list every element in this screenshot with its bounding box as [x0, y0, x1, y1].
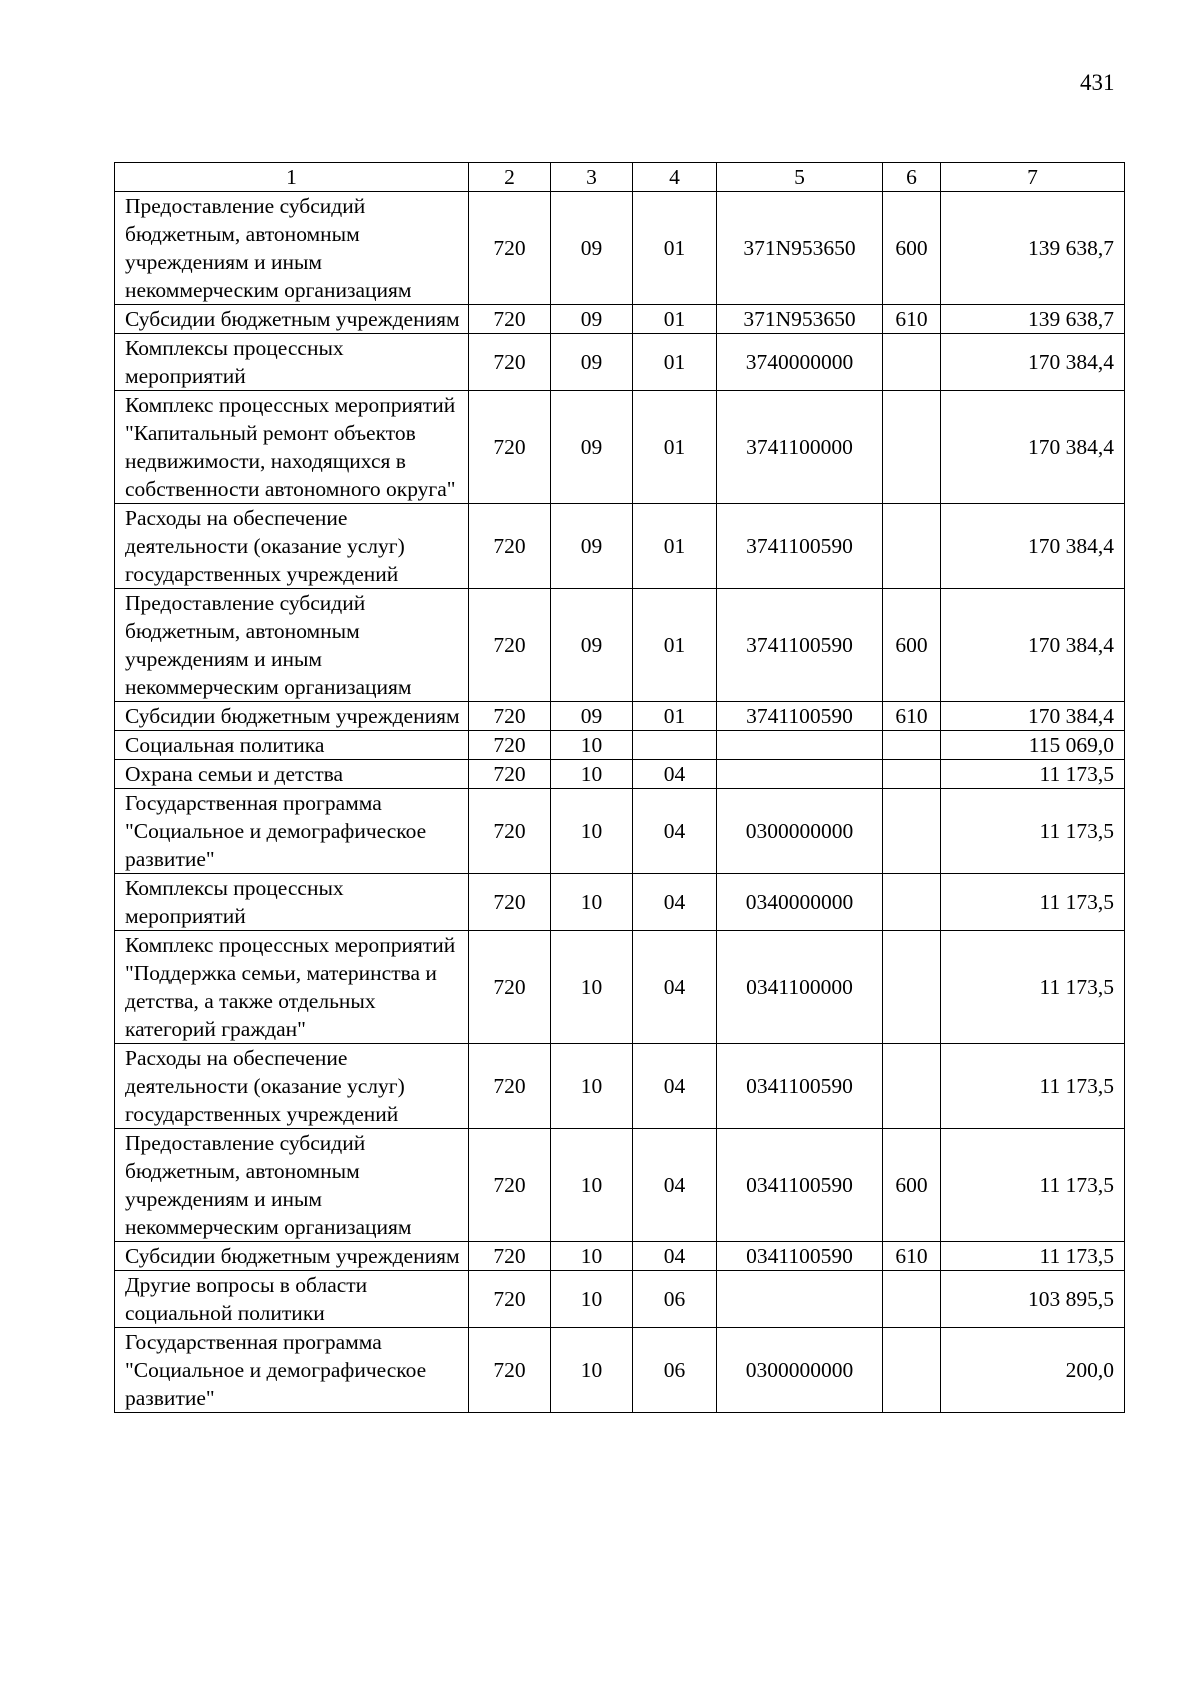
cell-subsection: 04 [633, 1242, 717, 1271]
cell-name: Другие вопросы в области социальной политики [115, 1271, 469, 1328]
cell-subsection: 04 [633, 760, 717, 789]
table-body [115, 192, 1125, 1413]
cell-name: Государственная программа "Социальное и демографическое развитие" [115, 789, 469, 874]
cell-expense-type [883, 789, 941, 874]
cell-amount: 11 173,5 [941, 1044, 1125, 1129]
cell-section: 09 [551, 334, 633, 391]
cell-section: 10 [551, 1129, 633, 1242]
cell-amount: 170 384,4 [941, 702, 1125, 731]
cell-ministry-code: 720 [469, 391, 551, 504]
cell-subsection: 06 [633, 1328, 717, 1413]
cell-expense-type: 610 [883, 702, 941, 731]
cell-expense-type [883, 931, 941, 1044]
table-row [115, 1044, 1125, 1129]
cell-name: Предоставление субсидий бюджетным, автономным учреждениям и иным некоммерческим организациям [115, 192, 469, 305]
cell-subsection: 01 [633, 391, 717, 504]
cell-amount: 170 384,4 [941, 334, 1125, 391]
cell-ministry-code: 720 [469, 1129, 551, 1242]
cell-amount: 139 638,7 [941, 192, 1125, 305]
column-header: 1 [115, 163, 469, 192]
cell-subsection: 01 [633, 334, 717, 391]
cell-name: Комплекс процессных мероприятий "Капитальный ремонт объектов недвижимости, находящихся в собственности автономного округа" [115, 391, 469, 504]
cell-subsection: 04 [633, 931, 717, 1044]
cell-expense-type [883, 1271, 941, 1328]
cell-section: 10 [551, 1044, 633, 1129]
cell-amount: 170 384,4 [941, 589, 1125, 702]
cell-subsection: 01 [633, 589, 717, 702]
table-row [115, 702, 1125, 731]
column-header: 6 [883, 163, 941, 192]
cell-ministry-code: 720 [469, 1044, 551, 1129]
cell-name: Расходы на обеспечение деятельности (оказание услуг) государственных учреждений [115, 504, 469, 589]
cell-subsection: 01 [633, 192, 717, 305]
table-row [115, 504, 1125, 589]
table-row [115, 931, 1125, 1044]
cell-amount: 11 173,5 [941, 1242, 1125, 1271]
table-row [115, 874, 1125, 931]
table-row [115, 391, 1125, 504]
cell-amount: 200,0 [941, 1328, 1125, 1413]
cell-ministry-code: 720 [469, 931, 551, 1044]
table-row [115, 192, 1125, 305]
header-row [115, 163, 1125, 192]
cell-target-article: 3741100590 [717, 589, 883, 702]
table-row [115, 589, 1125, 702]
cell-name: Субсидии бюджетным учреждениям [115, 1242, 469, 1271]
cell-amount: 11 173,5 [941, 760, 1125, 789]
column-header: 4 [633, 163, 717, 192]
cell-ministry-code: 720 [469, 305, 551, 334]
table-row [115, 1242, 1125, 1271]
cell-target-article [717, 760, 883, 789]
cell-amount: 11 173,5 [941, 1129, 1125, 1242]
cell-target-article: 3741100590 [717, 702, 883, 731]
cell-section: 10 [551, 1271, 633, 1328]
cell-expense-type [883, 760, 941, 789]
cell-name: Социальная политика [115, 731, 469, 760]
cell-target-article: 3740000000 [717, 334, 883, 391]
cell-expense-type: 600 [883, 1129, 941, 1242]
cell-name: Предоставление субсидий бюджетным, автономным учреждениям и иным некоммерческим организациям [115, 1129, 469, 1242]
cell-subsection: 01 [633, 702, 717, 731]
cell-section: 10 [551, 1242, 633, 1271]
cell-target-article: 0341100000 [717, 931, 883, 1044]
cell-ministry-code: 720 [469, 874, 551, 931]
cell-name: Субсидии бюджетным учреждениям [115, 305, 469, 334]
cell-name: Охрана семьи и детства [115, 760, 469, 789]
table-row [115, 789, 1125, 874]
cell-name: Комплексы процессных мероприятий [115, 874, 469, 931]
cell-section: 09 [551, 391, 633, 504]
cell-target-article: 0341100590 [717, 1044, 883, 1129]
cell-ministry-code: 720 [469, 504, 551, 589]
table-row [115, 1129, 1125, 1242]
cell-expense-type: 600 [883, 589, 941, 702]
table-row [115, 305, 1125, 334]
cell-amount: 11 173,5 [941, 789, 1125, 874]
column-header: 7 [941, 163, 1125, 192]
cell-name: Комплексы процессных мероприятий [115, 334, 469, 391]
cell-subsection: 01 [633, 504, 717, 589]
cell-section: 10 [551, 731, 633, 760]
cell-expense-type [883, 391, 941, 504]
cell-section: 10 [551, 874, 633, 931]
cell-amount: 11 173,5 [941, 874, 1125, 931]
cell-target-article [717, 731, 883, 760]
cell-target-article: 0340000000 [717, 874, 883, 931]
column-header: 2 [469, 163, 551, 192]
cell-subsection: 04 [633, 1129, 717, 1242]
cell-target-article: 0300000000 [717, 789, 883, 874]
cell-expense-type [883, 874, 941, 931]
column-header: 5 [717, 163, 883, 192]
cell-subsection: 04 [633, 874, 717, 931]
cell-expense-type [883, 731, 941, 760]
cell-amount: 170 384,4 [941, 391, 1125, 504]
cell-section: 10 [551, 931, 633, 1044]
cell-target-article: 371N953650 [717, 305, 883, 334]
cell-subsection: 04 [633, 1044, 717, 1129]
cell-amount: 139 638,7 [941, 305, 1125, 334]
cell-section: 09 [551, 702, 633, 731]
cell-target-article: 0300000000 [717, 1328, 883, 1413]
cell-expense-type: 610 [883, 305, 941, 334]
table-row [115, 731, 1125, 760]
cell-target-article [717, 1271, 883, 1328]
column-header: 3 [551, 163, 633, 192]
cell-ministry-code: 720 [469, 702, 551, 731]
cell-target-article: 3741100000 [717, 391, 883, 504]
cell-expense-type [883, 1044, 941, 1129]
cell-target-article: 0341100590 [717, 1242, 883, 1271]
cell-section: 10 [551, 1328, 633, 1413]
cell-subsection [633, 731, 717, 760]
cell-target-article: 0341100590 [717, 1129, 883, 1242]
cell-ministry-code: 720 [469, 789, 551, 874]
cell-name: Расходы на обеспечение деятельности (оказание услуг) государственных учреждений [115, 1044, 469, 1129]
cell-name: Предоставление субсидий бюджетным, автономным учреждениям и иным некоммерческим организациям [115, 589, 469, 702]
table-row [115, 1328, 1125, 1413]
cell-target-article: 3741100590 [717, 504, 883, 589]
cell-target-article: 371N953650 [717, 192, 883, 305]
cell-subsection: 06 [633, 1271, 717, 1328]
cell-expense-type [883, 504, 941, 589]
cell-amount: 11 173,5 [941, 931, 1125, 1044]
cell-section: 09 [551, 504, 633, 589]
cell-section: 09 [551, 192, 633, 305]
table-row [115, 1271, 1125, 1328]
cell-expense-type: 600 [883, 192, 941, 305]
cell-name: Государственная программа "Социальное и демографическое развитие" [115, 1328, 469, 1413]
cell-section: 10 [551, 760, 633, 789]
table-row [115, 334, 1125, 391]
cell-ministry-code: 720 [469, 1242, 551, 1271]
cell-name: Субсидии бюджетным учреждениям [115, 702, 469, 731]
cell-section: 10 [551, 789, 633, 874]
cell-ministry-code: 720 [469, 334, 551, 391]
cell-subsection: 04 [633, 789, 717, 874]
cell-subsection: 01 [633, 305, 717, 334]
cell-name: Комплекс процессных мероприятий "Поддержка семьи, материнства и детства, а также отдельных категорий граждан" [115, 931, 469, 1044]
budget-table [114, 162, 1125, 1413]
cell-ministry-code: 720 [469, 1271, 551, 1328]
cell-expense-type: 610 [883, 1242, 941, 1271]
cell-ministry-code: 720 [469, 192, 551, 305]
cell-section: 09 [551, 305, 633, 334]
cell-ministry-code: 720 [469, 589, 551, 702]
cell-section: 09 [551, 589, 633, 702]
cell-expense-type [883, 1328, 941, 1413]
cell-amount: 103 895,5 [941, 1271, 1125, 1328]
cell-amount: 115 069,0 [941, 731, 1125, 760]
cell-ministry-code: 720 [469, 760, 551, 789]
cell-ministry-code: 720 [469, 1328, 551, 1413]
table-row [115, 760, 1125, 789]
page-number: 431 [1080, 70, 1115, 95]
cell-amount: 170 384,4 [941, 504, 1125, 589]
cell-expense-type [883, 334, 941, 391]
cell-ministry-code: 720 [469, 731, 551, 760]
